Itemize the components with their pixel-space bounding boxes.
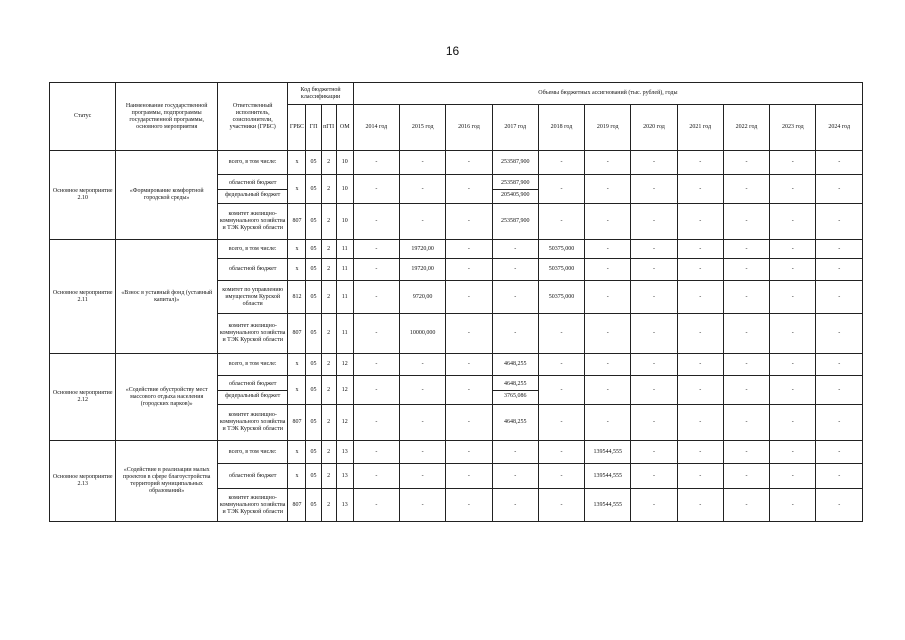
value-cell: - [353,376,399,405]
value-cell: - [400,464,446,489]
header-status: Статус [50,83,116,151]
value-cell: - [631,441,677,464]
value-cell: - [631,204,677,240]
om-cell: 12 [336,405,353,441]
value-cell: - [816,204,863,240]
value-cell: - [723,204,769,240]
value-cell: - [353,259,399,281]
header-year: 2020 год [631,105,677,151]
value-cell: - [353,489,399,522]
value-cell: - [353,175,399,204]
value-cell: - [816,240,863,259]
value-cell: - [585,281,631,314]
value-cell: - [446,281,492,314]
value-cell: 9720,00 [400,281,446,314]
value-cell: - [816,151,863,175]
value-cell: - [677,314,723,354]
om-cell: 13 [336,464,353,489]
value-cell: - [492,259,538,281]
header-pgp: пГП [321,105,336,151]
table-row [50,151,863,175]
value-cell: - [770,204,816,240]
om-cell: 10 [336,175,353,204]
value-cell: 4648,255 [492,354,538,376]
pgp-cell: 2 [321,259,336,281]
value-cell: - [446,259,492,281]
value-cell: - [677,175,723,204]
value-cell: - [353,204,399,240]
header-year: 2021 год [677,105,723,151]
value-cell: - [770,489,816,522]
page-number: 16 [445,44,460,58]
grbs-cell: 807 [288,314,306,354]
value-cell: - [492,464,538,489]
program-name-cell: «Содействие в реализации малых проектов в сфере благоустройства территорий муниципальных образований» [116,441,218,522]
value-cell: - [631,314,677,354]
value-cell: - [631,376,677,405]
value-cell: - [446,151,492,175]
value-cell: - [353,281,399,314]
value-cell: - [770,441,816,464]
value-cell: - [677,281,723,314]
value-cell: - [677,259,723,281]
value-cell: - [723,314,769,354]
value-cell: - [770,281,816,314]
value-cell: - [400,441,446,464]
value-cell: 139544,555 [585,489,631,522]
value-cell: - [353,405,399,441]
om-cell: 11 [336,314,353,354]
pgp-cell: 2 [321,441,336,464]
value-cell-bottom: 3765,086 [503,392,527,399]
value-cell: - [446,354,492,376]
pgp-cell: 2 [321,376,336,405]
gp-cell: 05 [306,354,321,376]
header-grbs: ГРБС [288,105,306,151]
value-cell: - [770,175,816,204]
value-cell: - [585,240,631,259]
value-cell: - [538,354,584,376]
table-row [50,240,863,259]
pgp-cell: 2 [321,175,336,204]
program-name-cell: «Взнос в уставный фонд (уставный капитал)» [116,240,218,354]
gp-cell: 05 [306,489,321,522]
executor-cell: всего, в том числе: [217,151,287,175]
value-cell: - [585,151,631,175]
table-header [50,83,863,151]
value-cell: - [538,489,584,522]
value-cell: - [585,405,631,441]
pgp-cell: 2 [321,204,336,240]
value-cell: - [400,405,446,441]
grbs-cell: 807 [288,405,306,441]
value-cell: 253587,900 [492,204,538,240]
om-cell: 11 [336,259,353,281]
value-cell: - [631,464,677,489]
value-cell: - [631,151,677,175]
om-cell: 13 [336,441,353,464]
header-code-group: Код бюджетной классификации [288,83,353,105]
value-cell: - [538,376,584,405]
table-row [50,354,863,376]
executor-cell: областной бюджет [217,464,287,489]
value-cell: - [585,354,631,376]
value-cell: - [677,240,723,259]
header-year: 2022 год [723,105,769,151]
value-cell: - [677,464,723,489]
gp-cell: 05 [306,151,321,175]
value-cell: - [723,376,769,405]
pgp-cell: 2 [321,281,336,314]
executor-cell: комитет жилищно-коммунального хозяйства и ТЭК Курской области [217,314,287,354]
executor-cell: всего, в том числе: [217,441,287,464]
value-cell: - [538,151,584,175]
value-cell: - [770,240,816,259]
value-cell: - [631,354,677,376]
value-cell: - [492,281,538,314]
status-cell: Основное мероприятие 2.11 [50,240,116,354]
status-cell: Основное мероприятие 2.13 [50,441,116,522]
om-cell: 11 [336,240,353,259]
executor-cell: комитет по управлению имуществом Курской области [217,281,287,314]
grbs-cell: х [288,464,306,489]
grbs-cell: 812 [288,281,306,314]
grbs-cell: х [288,354,306,376]
value-cell: - [723,489,769,522]
value-cell: - [677,441,723,464]
value-cell: - [400,151,446,175]
gp-cell: 05 [306,240,321,259]
value-cell: - [492,240,538,259]
value-cell: - [492,489,538,522]
header-program: Наименование государственной программы, подпрограммы государственной программы, основного мероприятия [116,83,218,151]
value-cell: - [400,175,446,204]
pgp-cell: 2 [321,464,336,489]
value-cell: - [631,281,677,314]
value-cell: - [353,151,399,175]
header-year: 2017 год [492,105,538,151]
value-cell: 4648,255 [492,405,538,441]
executor-cell-top: областной бюджет [218,381,287,391]
value-cell: - [446,204,492,240]
value-cell: - [538,464,584,489]
program-name-cell: «Содействие обустройству мест массового отдыха населения (городских парков)» [116,354,218,441]
pgp-cell: 2 [321,314,336,354]
executor-cell: комитет жилищно-коммунального хозяйства и ТЭК Курской области [217,405,287,441]
om-cell: 12 [336,376,353,405]
value-cell: - [446,240,492,259]
value-cell: - [538,441,584,464]
value-cell: - [585,314,631,354]
value-cell: - [816,405,863,441]
executor-cell: всего, в том числе: [217,240,287,259]
gp-cell: 05 [306,441,321,464]
value-cell: - [585,175,631,204]
value-cell: - [446,489,492,522]
grbs-cell: х [288,151,306,175]
gp-cell: 05 [306,259,321,281]
value-cell: 19720,00 [400,240,446,259]
header-year: 2018 год [538,105,584,151]
value-cell: - [446,441,492,464]
value-cell: - [816,259,863,281]
value-cell: - [770,376,816,405]
value-cell: 50375,000 [538,240,584,259]
header-gp: ГП [306,105,321,151]
value-cell: - [585,204,631,240]
pgp-cell: 2 [321,405,336,441]
value-cell: - [816,354,863,376]
executor-cell-top: областной бюджет [218,180,287,190]
value-cell: - [723,259,769,281]
value-cell: - [723,441,769,464]
pgp-cell: 2 [321,151,336,175]
value-cell: - [770,464,816,489]
executor-cell: областной бюджет [217,259,287,281]
grbs-cell: х [288,259,306,281]
value-cell: - [538,175,584,204]
value-cell: 139544,555 [585,441,631,464]
value-cell: - [492,314,538,354]
value-cell: - [400,204,446,240]
gp-cell: 05 [306,405,321,441]
om-cell: 13 [336,489,353,522]
value-cell: - [816,281,863,314]
executor-cell [217,175,287,204]
value-cell: - [816,441,863,464]
grbs-cell: х [288,376,306,405]
value-cell: - [816,175,863,204]
budget-table [49,82,863,522]
header-year: 2024 год [816,105,863,151]
value-cell: - [400,489,446,522]
value-cell: - [353,240,399,259]
value-cell: - [353,441,399,464]
header-volumes-group: Объемы бюджетных ассигнований (тыс. рублей), годы [353,83,862,105]
value-cell: - [770,405,816,441]
value-cell: - [723,464,769,489]
value-cell-bottom: 205405,900 [500,191,530,198]
value-cell: - [631,175,677,204]
value-cell: - [538,204,584,240]
value-cell: - [816,314,863,354]
om-cell: 10 [336,151,353,175]
om-cell: 11 [336,281,353,314]
value-cell: - [353,464,399,489]
value-cell: - [585,376,631,405]
header-executor: Ответственный исполнитель, соисполнители, участники (ГРБС) [217,83,287,151]
value-cell: - [677,354,723,376]
grbs-cell: 807 [288,204,306,240]
table-row [50,441,863,464]
header-year: 2023 год [770,105,816,151]
grbs-cell: 807 [288,489,306,522]
value-cell: - [353,354,399,376]
header-year: 2014 год [353,105,399,151]
value-cell: - [400,376,446,405]
value-cell: 50375,000 [538,281,584,314]
value-cell: - [723,240,769,259]
value-cell: - [400,354,446,376]
status-cell: Основное мероприятие 2.10 [50,151,116,240]
value-cell: - [677,151,723,175]
executor-cell [217,376,287,405]
om-cell: 10 [336,204,353,240]
program-name-cell: «Формирование комфортной городской среды» [116,151,218,240]
value-cell: - [492,441,538,464]
value-cell: 19720,00 [400,259,446,281]
value-cell: - [723,151,769,175]
pgp-cell: 2 [321,240,336,259]
table-body [50,151,863,522]
value-cell: - [677,405,723,441]
pgp-cell: 2 [321,354,336,376]
value-cell: - [723,354,769,376]
status-cell: Основное мероприятие 2.12 [50,354,116,441]
value-cell: - [677,489,723,522]
value-cell: - [770,314,816,354]
grbs-cell: х [288,240,306,259]
value-cell: - [585,259,631,281]
value-cell: - [538,314,584,354]
grbs-cell: х [288,175,306,204]
value-cell: - [446,175,492,204]
value-cell: - [770,151,816,175]
value-cell: - [631,240,677,259]
grbs-cell: х [288,441,306,464]
gp-cell: 05 [306,281,321,314]
value-cell: - [770,259,816,281]
value-cell: - [723,175,769,204]
executor-cell-bottom: федеральный бюджет [225,392,281,399]
header-year: 2016 год [446,105,492,151]
value-cell: - [816,489,863,522]
value-cell [492,175,538,204]
header-om: ОМ [336,105,353,151]
gp-cell: 05 [306,175,321,204]
value-cell: - [446,376,492,405]
value-cell: 50375,000 [538,259,584,281]
value-cell: - [816,464,863,489]
gp-cell: 05 [306,376,321,405]
value-cell: - [446,405,492,441]
value-cell: - [723,405,769,441]
value-cell: - [677,376,723,405]
value-cell: 10000,000 [400,314,446,354]
gp-cell: 05 [306,204,321,240]
value-cell: - [538,405,584,441]
pgp-cell: 2 [321,489,336,522]
value-cell: - [446,464,492,489]
om-cell: 12 [336,354,353,376]
value-cell: - [446,314,492,354]
value-cell: - [631,259,677,281]
gp-cell: 05 [306,314,321,354]
executor-cell-bottom: федеральный бюджет [225,191,281,198]
value-cell: 253587,900 [492,151,538,175]
value-cell: - [723,281,769,314]
value-cell: - [770,354,816,376]
value-cell: 139544,555 [585,464,631,489]
executor-cell: комитет жилищно-коммунального хозяйства и ТЭК Курской области [217,489,287,522]
value-cell: - [631,405,677,441]
executor-cell: комитет жилищно-коммунального хозяйства и ТЭК Курской области [217,204,287,240]
header-year: 2015 год [400,105,446,151]
value-cell: - [353,314,399,354]
value-cell: - [677,204,723,240]
value-cell: - [816,376,863,405]
value-cell: - [631,489,677,522]
gp-cell: 05 [306,464,321,489]
value-cell-top: 253587,900 [493,180,538,190]
value-cell-top: 4648,255 [493,381,538,391]
executor-cell: всего, в том числе: [217,354,287,376]
header-year: 2019 год [585,105,631,151]
value-cell [492,376,538,405]
